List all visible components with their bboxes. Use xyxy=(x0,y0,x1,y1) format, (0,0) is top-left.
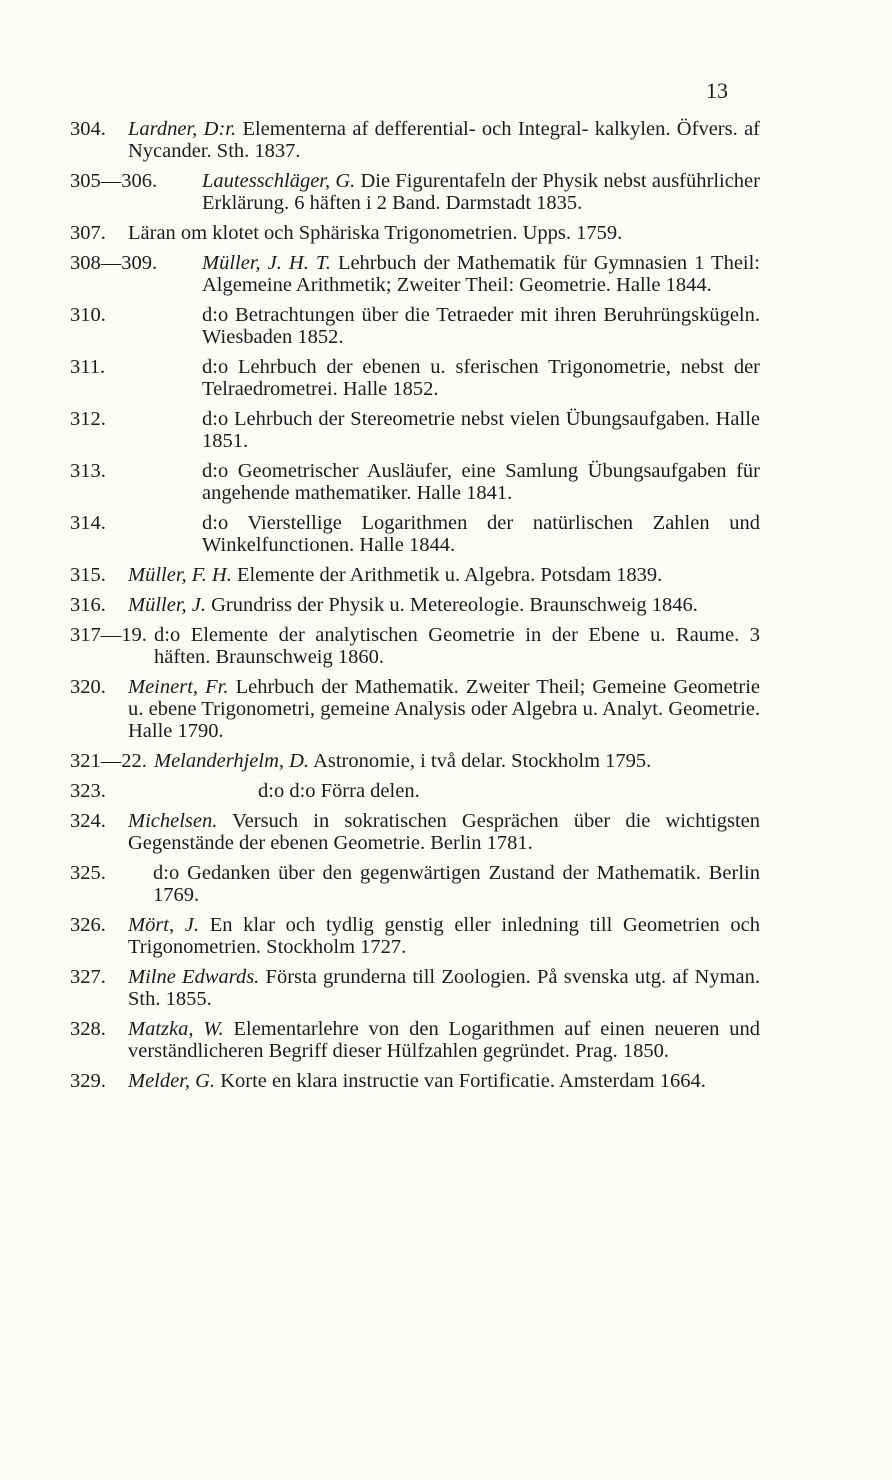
catalog-entry xyxy=(70,356,760,400)
catalog-entry xyxy=(70,914,760,958)
entry-author: Mört, J. xyxy=(128,914,200,936)
catalog-entry xyxy=(70,966,760,1010)
catalog-entry xyxy=(70,676,760,742)
entry-number: 317—19. xyxy=(70,624,147,646)
entry-text: Astronomie, i två delar. Stockholm 1795. xyxy=(313,750,652,772)
entry-number: 307. xyxy=(70,222,106,244)
entry-text: d:o Vierstellige Logarithmen der natürlischen Zahlen und Winkelfunctionen. Halle 1844. xyxy=(202,512,760,556)
catalog-entry xyxy=(70,624,760,668)
catalog-entry xyxy=(70,408,760,452)
entry-author: Müller, F. H. xyxy=(128,564,232,586)
entry-text: d:o Geometrischer Ausläufer, eine Samlung Übungsaufgaben für angehende mathematiker. Halle 1841. xyxy=(202,460,760,504)
catalog-entry xyxy=(70,862,760,906)
entry-text: d:o Lehrbuch der ebenen u. sferischen Trigonometrie, nebst der Telraedrometrei. Halle 1852. xyxy=(202,356,760,400)
catalog-entry xyxy=(70,750,760,772)
entry-number: 304. xyxy=(70,118,106,140)
entry-number: 316. xyxy=(70,594,106,616)
catalog-entry xyxy=(70,460,760,504)
entry-text: Första grunderna till Zoologien. På svenska utg. af Nyman. Sth. 1855. xyxy=(128,966,760,1010)
entry-number: 314. xyxy=(70,512,106,534)
entry-text: d:o Gedanken über den gegenwärtigen Zustand der Mathematik. Berlin 1769. xyxy=(153,862,760,906)
entry-text: Elemente der Arithmetik u. Algebra. Potsdam 1839. xyxy=(236,564,663,586)
entry-text: d:o Betrachtungen über die Tetraeder mit ihren Beruhrüngskügeln. Wiesbaden 1852. xyxy=(202,304,760,348)
entry-text: Lehrbuch der Mathematik. Zweiter Theil; Gemeine Geometrie u. ebene Trigonometri, gemeine Analysis oder Algebra u. Analyt. Geometrie. Halle 1790. xyxy=(128,676,760,742)
entry-number: 308—309. xyxy=(70,252,158,274)
entry-number: 327. xyxy=(70,966,106,988)
entry-author: Milne Edwards. xyxy=(128,966,260,988)
entry-number: 325. xyxy=(70,862,106,884)
entry-text: Versuch in sokratischen Gesprächen über die wichtigsten Gegenstände der ebenen Geometrie. Berlin 1781. xyxy=(128,810,760,854)
entry-text: Grundriss der Physik u. Metereologie. Braunschweig 1846. xyxy=(211,594,698,616)
catalog-entry xyxy=(70,222,760,244)
entry-number: 313. xyxy=(70,460,106,482)
catalog-entry xyxy=(70,810,760,854)
entry-number: 328. xyxy=(70,1018,106,1040)
entry-author: Melder, G. xyxy=(128,1070,216,1092)
catalog-entry xyxy=(70,564,760,586)
entry-author: Michelsen. xyxy=(128,810,218,832)
catalog-entry xyxy=(70,512,760,556)
entry-author: Meinert, Fr. xyxy=(128,676,229,698)
entry-text: Korte en klara instructie van Fortificatie. Amsterdam 1664. xyxy=(220,1070,706,1092)
entry-number: 315. xyxy=(70,564,106,586)
catalog-entry xyxy=(70,252,760,296)
catalog-entry xyxy=(70,170,760,214)
page-number: 13 xyxy=(706,78,728,103)
catalog-entry xyxy=(70,594,760,616)
entry-number: 326. xyxy=(70,914,106,936)
entry-number: 329. xyxy=(70,1070,106,1092)
entry-text: d:o Lehrbuch der Stereometrie nebst vielen Übungsaufgaben. Halle 1851. xyxy=(202,408,760,452)
catalog-entry xyxy=(70,780,760,802)
entry-text: d:o d:o Förra delen. xyxy=(258,780,420,802)
catalog-entry xyxy=(70,118,760,162)
entry-text: d:o Elemente der analytischen Geometrie in der Ebene u. Raume. 3 häften. Braunschweig 1860. xyxy=(154,624,760,668)
entry-author: Matzka, W. xyxy=(128,1018,224,1040)
entry-number: 310. xyxy=(70,304,106,326)
entry-number: 305—306. xyxy=(70,170,158,192)
entry-text: Läran om klotet och Sphäriska Trigonometrien. Upps. 1759. xyxy=(128,222,623,244)
entry-author: Melanderhjelm, D. xyxy=(154,750,310,772)
entry-number: 320. xyxy=(70,676,106,698)
entry-author: Lautesschläger, G. xyxy=(202,170,356,192)
entry-text: En klar och tydlig genstig eller inledning till Geometrien och Trigonometrien. Stockholm 1727. xyxy=(128,914,761,958)
entry-number: 323. xyxy=(70,780,106,802)
catalog-entry xyxy=(70,1018,760,1062)
entry-text: Elementarlehre von den Logarithmen auf einen neueren und verständlicheren Begriff dieser Hülfzahlen gegründet. Prag. 1850. xyxy=(128,1018,760,1062)
catalog-entry xyxy=(70,304,760,348)
catalog-entry xyxy=(70,1070,760,1092)
entry-text: Lehrbuch der Mathematik für Gymnasien 1 Theil: Algemeine Arithmetik; Zweiter Theil: Geometrie. Halle 1844. xyxy=(202,252,761,296)
entry-author: Lardner, D:r. xyxy=(128,118,237,140)
entry-text: Die Figurentafeln der Physik nebst ausführlicher Erklärung. 6 häften i 2 Band. Darmstadt 1835. xyxy=(202,170,760,214)
entry-number: 311. xyxy=(70,356,106,378)
entry-number: 324. xyxy=(70,810,106,832)
entry-number: 312. xyxy=(70,408,106,430)
entry-number: 321—22. xyxy=(70,750,147,772)
entry-author: Müller, J. xyxy=(128,594,206,616)
catalog-entries xyxy=(70,118,760,1100)
entry-author: Müller, J. H. T. xyxy=(202,252,331,274)
entry-text: Elementerna af defferential- och Integral- kalkylen. Öfvers. af Nycander. Sth. 1837. xyxy=(128,118,760,162)
